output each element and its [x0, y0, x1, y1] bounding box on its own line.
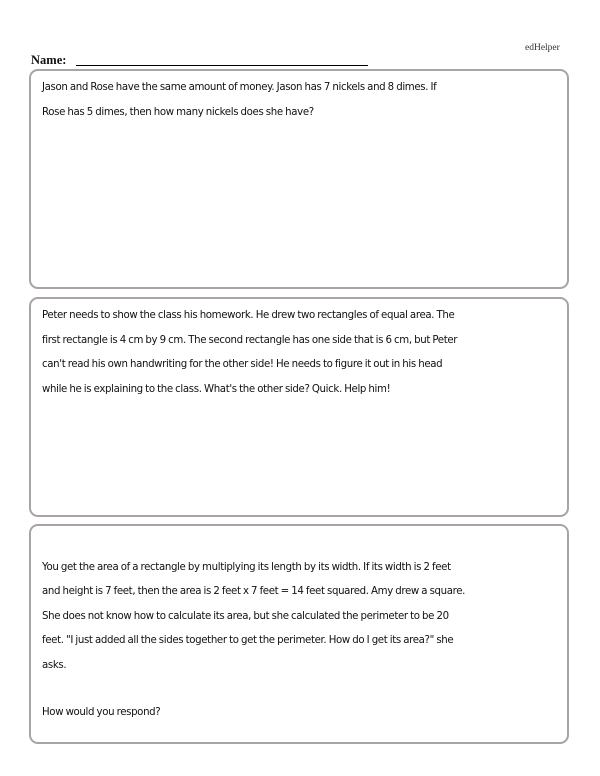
problem-prompt-3: How would you respond? [42, 706, 161, 718]
problem-text-2: Peter needs to show the class his homework. He drew two rectangles of equal area. The first rectangle is 4 cm by 9 cm. The second rectangle has one side that is 6 cm, but Peter can't read his own handwriting for the other side! He needs to figure it out in his head while he is explaining to the class. What's the other side? Quick. Help him! [42, 310, 458, 395]
name-input-line[interactable] [76, 65, 368, 66]
problem-box-1[interactable] [29, 69, 569, 289]
problem-text-3: You get the area of a rectangle by multiplying its length by its width. If its width is 2 feet and height is 7 feet, then the area is 2 feet x 7 feet = 14 feet squared. Amy drew a square. She does not know how to calculate its area, but she calculated the perimeter to be 20 feet. "I just added all the sides together to get the perimeter. How do I get its area?" she asks. [42, 561, 466, 671]
problem-text-1: Jason and Rose have the same amount of money. Jason has 7 nickels and 8 dimes. If Rose has 5 dimes, then how many nickels does she have? [42, 82, 437, 118]
name-label: Name: [31, 53, 67, 67]
brand-label: edHelper [525, 43, 560, 53]
problem-box-3[interactable] [29, 524, 569, 744]
problem-box-2[interactable] [29, 297, 569, 517]
problem-text-3-container [42, 531, 553, 747]
